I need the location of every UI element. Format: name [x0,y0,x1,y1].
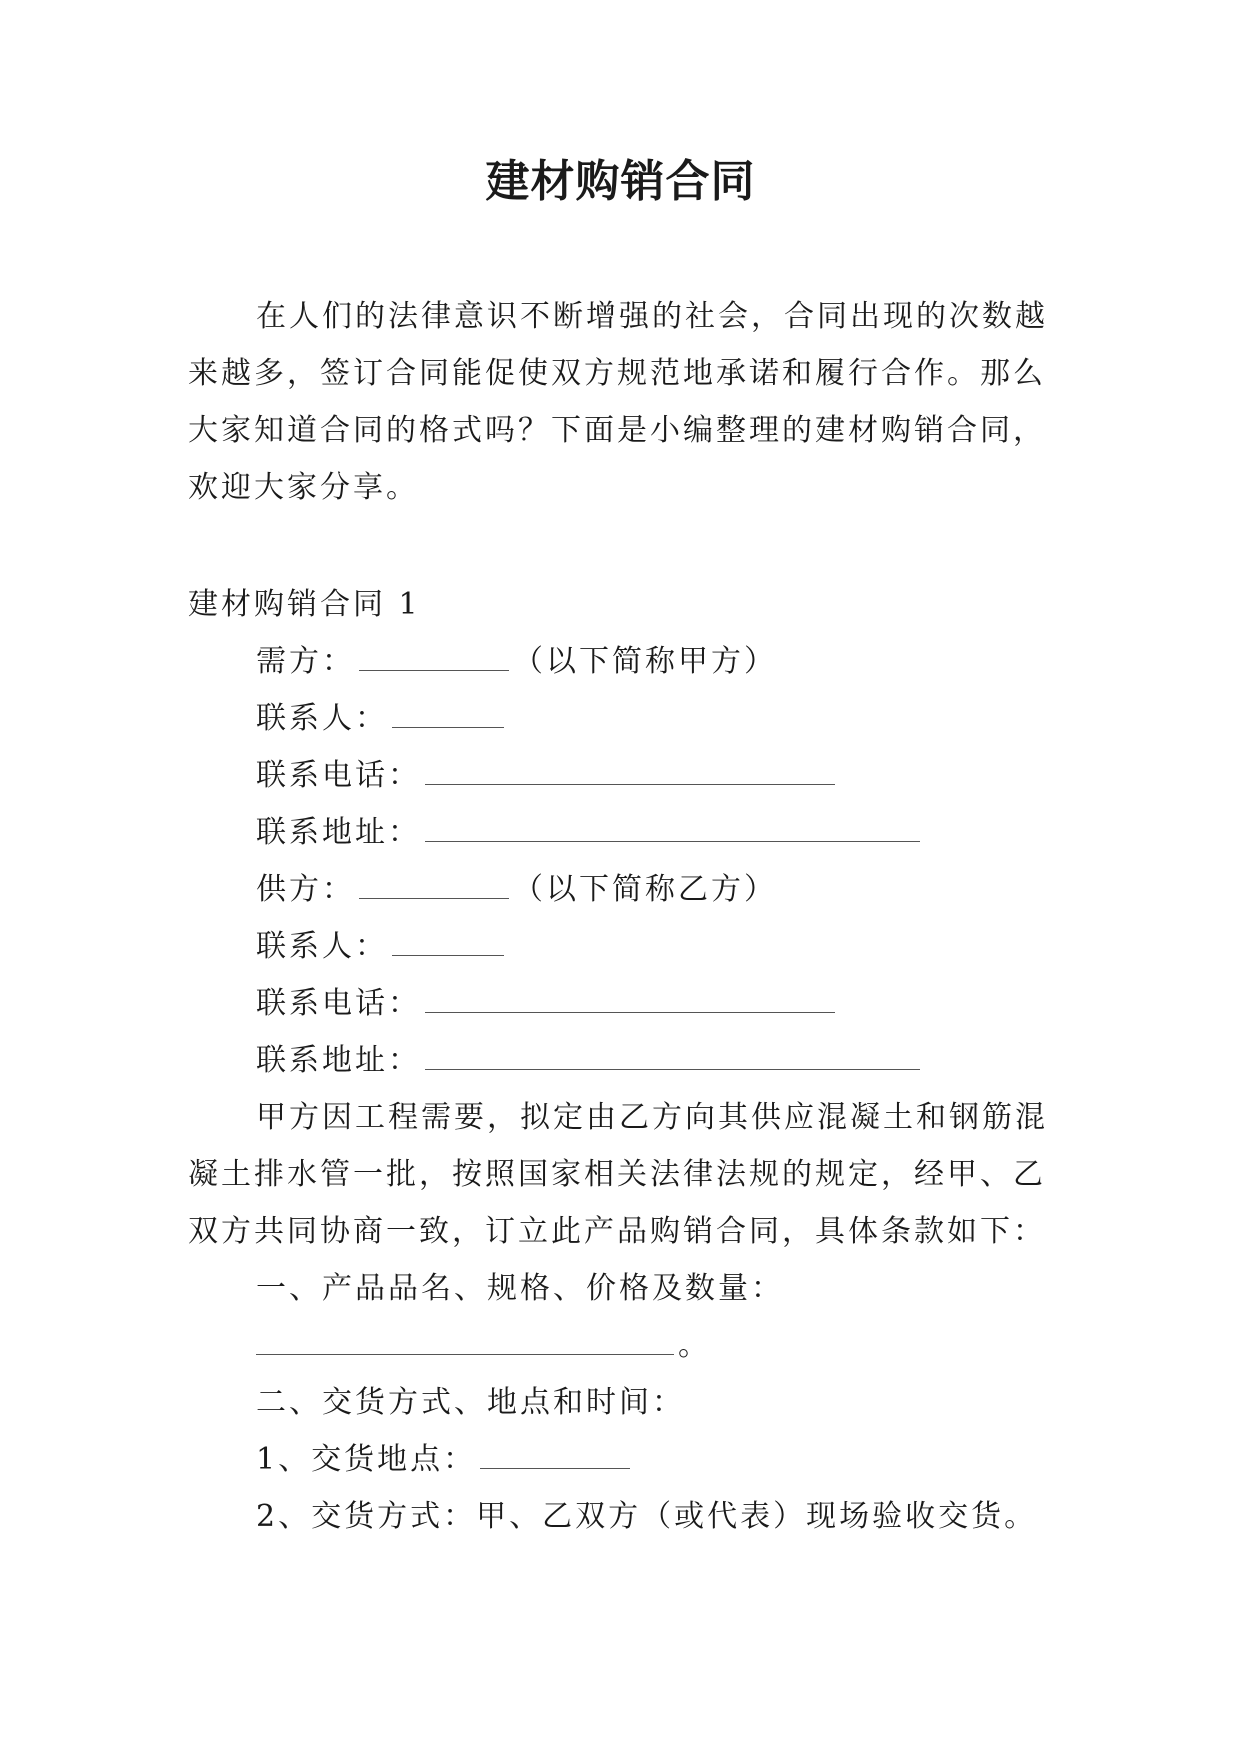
buyer-contact-blank [392,695,504,728]
seller-phone-label: 联系电话： [256,986,421,1021]
section-heading: 建材购销合同 1 [188,587,421,622]
buyer-phone-blank [425,752,835,785]
seller-suffix: （以下简称乙方） [513,872,777,907]
clause2-item1-line [188,1431,1068,1488]
seller-phone-line [188,975,1068,1032]
buyer-line [188,633,1068,690]
buyer-phone-line [188,747,1068,804]
clause1-heading: 一、产品品名、规格、价格及数量： [256,1271,784,1306]
seller-address-line [188,1032,1068,1089]
clause2-heading: 二、交货方式、地点和时间： [256,1385,685,1420]
document-title: 建材购销合同 [485,156,756,207]
clause1-products-blank [256,1322,674,1355]
seller-phone-blank [425,980,835,1013]
delivery-location-blank [480,1436,630,1469]
seller-contact-line [188,918,1068,975]
seller-label: 供方： [256,872,355,907]
contract-body [188,576,1068,1545]
seller-address-blank [425,1037,920,1070]
clause1-end-mark: 。 [678,1328,711,1363]
seller-contact-label: 联系人： [256,929,388,964]
buyer-contact-label: 联系人： [256,701,388,736]
clause2-item1-label: 1、交货地点： [256,1442,477,1477]
buyer-contact-line [188,690,1068,747]
buyer-address-line [188,804,1068,861]
buyer-phone-label: 联系电话： [256,758,421,793]
seller-contact-blank [392,923,504,956]
buyer-name-blank [359,638,509,671]
buyer-address-blank [425,809,920,842]
seller-line [188,861,1068,918]
seller-name-blank [359,866,509,899]
clause2-item2-line: 2、交货方式：甲、乙双方（或代表）现场验收交货。 [256,1499,1038,1534]
buyer-address-label: 联系地址： [256,815,421,850]
clause1-blank-line [188,1317,1068,1374]
buyer-suffix: （以下简称甲方） [513,644,777,679]
clause-intro-paragraph: 甲方因工程需要，拟定由乙方向其供应混凝土和钢筋混凝土排水管一批，按照国家相关法律法规的规定，经甲、乙双方共同协商一致，订立此产品购销合同，具体条款如下： [188,1100,1048,1249]
buyer-label: 需方： [256,644,355,679]
intro-paragraph: 在人们的法律意识不断增强的社会，合同出现的次数越来越多，签订合同能促使双方规范地承诺和履行合作。那么大家知道合同的格式吗？下面是小编整理的建材购销合同，欢迎大家分享。 [188,299,1048,505]
seller-address-label: 联系地址： [256,1043,421,1078]
